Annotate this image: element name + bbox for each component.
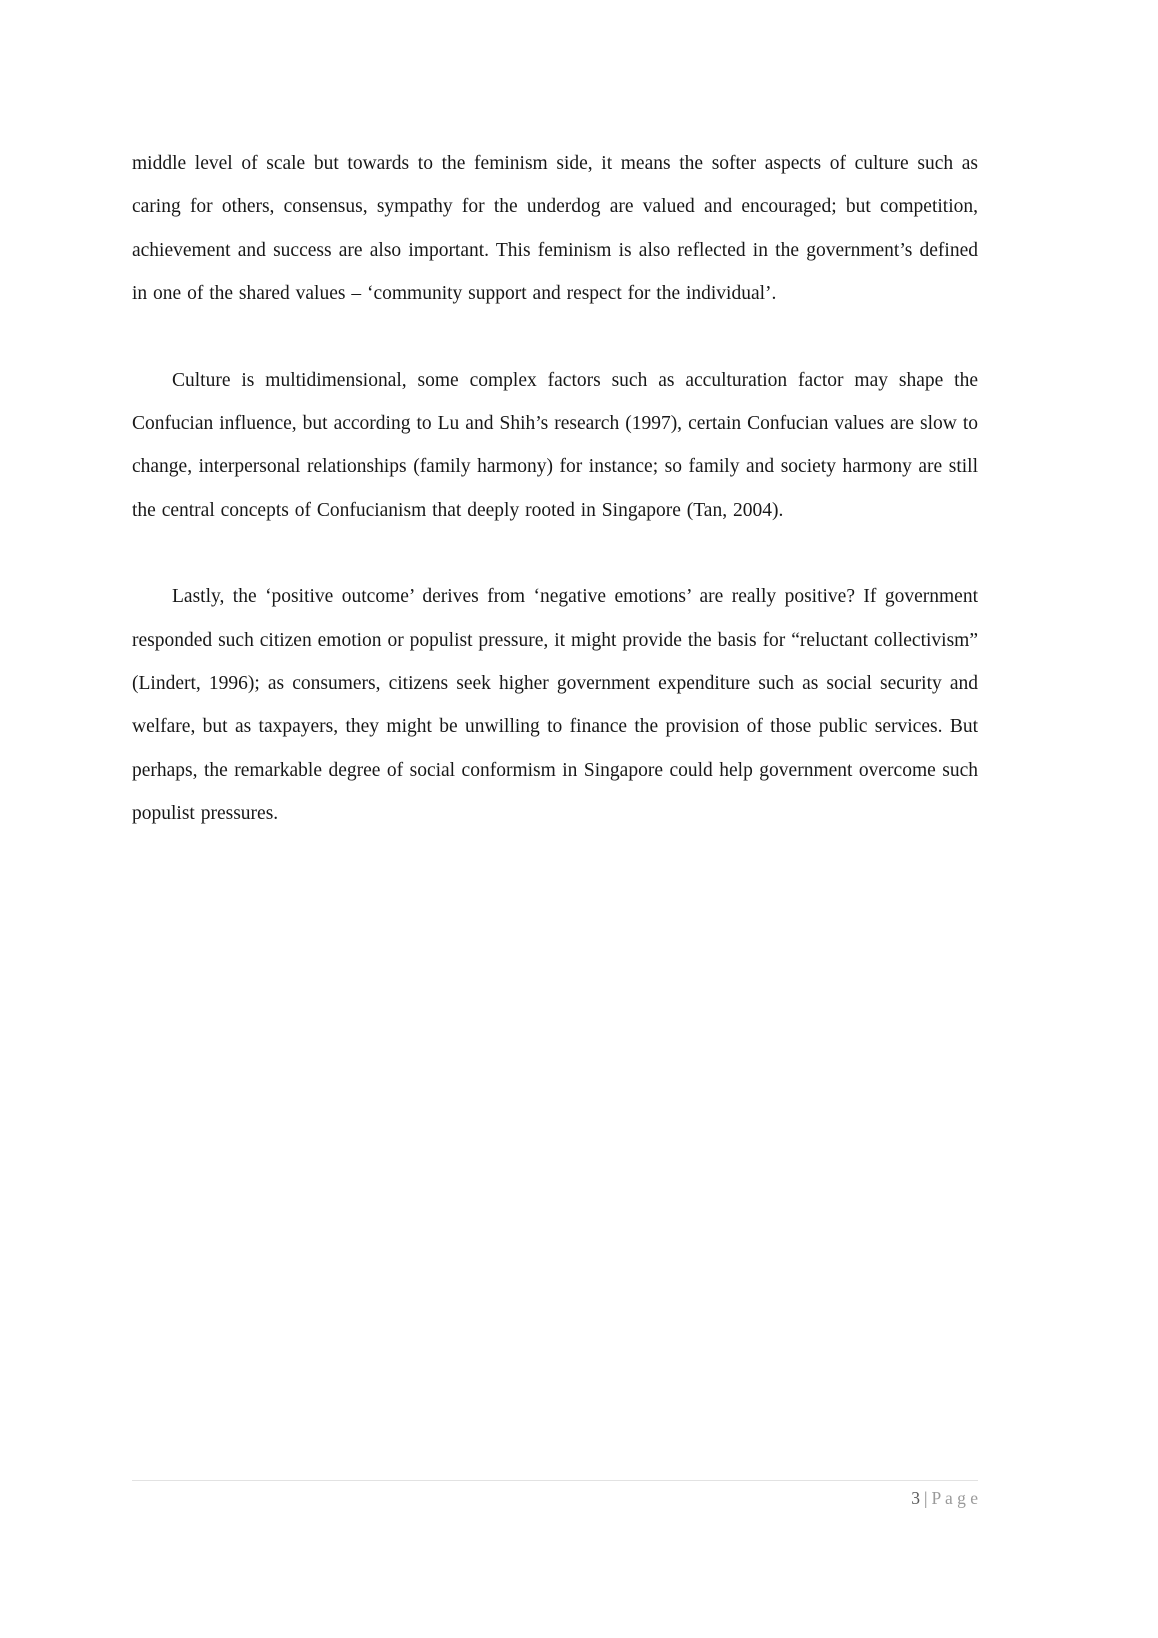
paragraph-feminism-culture: middle level of scale but towards to the feminism side, it means the softer aspects of culture such as caring for others, consensus, sympathy for the underdog are valued and encouraged; but competition, achievement and success are also important. This feminism is also reflected in the government’s defined in one of the shared values – ‘community support and respect for the individual’. (132, 153, 978, 305)
document-body (132, 142, 978, 879)
paragraph-confucian-values: Culture is multidimensional, some complex factors such as acculturation factor may shape the Confucian influence, but according to Lu and Shih’s research (1997), certain Confucian values are slow to change, interpersonal relationships (family harmony) for instance; so family and society harmony are still the central concepts of Confucianism that deeply rooted in Singapore (Tan, 2004). (132, 369, 978, 521)
paragraph-positive-outcome: Lastly, the ‘positive outcome’ derives from ‘negative emotions’ are really positive? If government responded such citizen emotion or populist pressure, it might provide the basis for “reluctant collectivism” (Lindert, 1996); as consumers, citizens seek higher government expenditure such as social security and welfare, but as taxpayers, they might be unwilling to finance the provision of those public services. But perhaps, the remarkable degree of social conformism in Singapore could help government overcome such populist pressures. (132, 586, 978, 825)
footer-divider (132, 1480, 978, 1481)
page-number-area (132, 1488, 978, 1509)
page-number-separator: | (923, 1488, 928, 1508)
page-number: 3 (911, 1488, 920, 1508)
page-footer (132, 1480, 978, 1509)
page-label: P a g e (931, 1488, 978, 1508)
